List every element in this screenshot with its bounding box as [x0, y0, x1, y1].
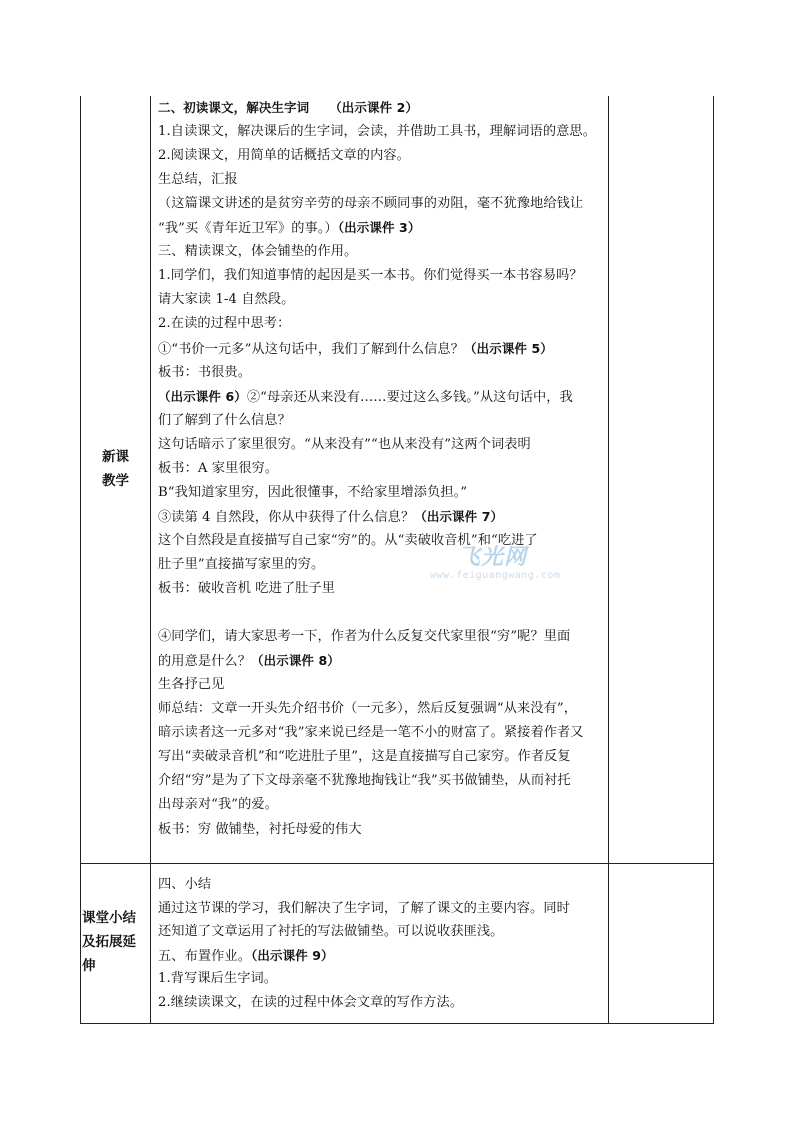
- line-text: 2.在读的过程中思考：: [158, 316, 291, 332]
- courseware-ref: （出示课件 2）: [329, 100, 419, 115]
- text-line: [158, 509, 503, 526]
- line-text: 这句话暗示了家里很穷。“从来没有”“也从来没有”这两个词表明: [158, 436, 531, 452]
- line-text: 2.继续读课文，在读的过程中体会文章的写作方法。: [158, 995, 464, 1010]
- watermark: [430, 540, 561, 590]
- line-text: 板书：穷 做铺垫，衬托母爱的伟大: [158, 821, 362, 837]
- text-line: [158, 901, 570, 917]
- line-text: 介绍“穷”是为了下文母亲毫不犹豫地掏钱让“我”买书做铺垫，从而衬托: [158, 773, 571, 789]
- text-line: [158, 822, 362, 838]
- line-text: 请大家读 1-4 自然段。: [158, 292, 295, 308]
- line-text: 2.阅读课文，用简单的话概括文章的内容。: [158, 148, 410, 164]
- line-text: 板书：A 家里很穷。: [158, 460, 279, 476]
- text-line: [158, 677, 224, 693]
- text-line: [158, 172, 238, 188]
- line-text: 1.背写课后生字词。: [158, 971, 278, 987]
- line-text: 板书：破收音机 吃进了肚子里: [158, 581, 336, 596]
- line-text: 1.自读课文，解决课后的生字词，会读，并借助工具书，理解词语的意思。: [158, 124, 596, 140]
- row-label-teaching: [102, 445, 129, 493]
- line-text: 还知道了文章运用了衬托的写法做铺垫。可以说收获匪浅。: [158, 924, 504, 940]
- row-label-line: 课堂小结: [82, 910, 136, 926]
- text-line: [158, 220, 420, 237]
- table-border-right: [713, 96, 714, 1024]
- text-line: [158, 389, 573, 406]
- text-line: [158, 948, 334, 965]
- row-label-summary: [82, 906, 136, 978]
- text-line: [158, 316, 290, 332]
- text-line: [158, 701, 577, 717]
- text-line: [158, 581, 335, 597]
- line-text: 三、精读课文，体会铺垫的作用。: [158, 244, 358, 260]
- row-label-line: 教学: [102, 473, 129, 489]
- line-text: 板书：书很贵。: [158, 364, 252, 380]
- courseware-ref: （出示课件 9）: [251, 947, 334, 963]
- text-line: [158, 629, 570, 645]
- row-divider: [80, 863, 714, 864]
- courseware-ref: （出示课件 3）: [337, 220, 421, 236]
- row-label-line: 及拓展延: [82, 934, 136, 950]
- text-line: [158, 148, 410, 164]
- table-border-left: [80, 96, 81, 1024]
- line-text: ①“书价一元多”从这句话中，我们了解到什么信息？: [158, 341, 465, 357]
- text-line: [158, 413, 291, 429]
- text-line: [158, 365, 251, 381]
- line-text: 们了解到了什么信息？: [158, 412, 291, 428]
- column-divider-2: [608, 96, 609, 1024]
- line-text: 的用意是什么？: [158, 654, 252, 670]
- text-line: [158, 196, 583, 212]
- text-line: [158, 725, 584, 741]
- line-text: 五、布置作业。: [158, 948, 252, 964]
- line-text: ④同学们，请大家思考一下，作者为什么反复交代家里很“穷”呢？里面: [158, 629, 571, 645]
- text-line: [158, 971, 277, 987]
- line-text: 肚子里”直接描写家里的穷。: [158, 556, 325, 572]
- line-text: 通过这节课的学习，我们解决了生字词，了解了课文的主要内容。同时: [158, 900, 570, 916]
- courseware-ref: （出示课件 5）: [464, 340, 553, 356]
- watermark-brand: 飞光网: [458, 545, 528, 570]
- text-line: [158, 653, 340, 670]
- line-text: B“我知道家里穷，因此很懂事，不给家里增添负担。”: [158, 484, 468, 500]
- row-label-line: 新课: [102, 449, 129, 465]
- column-divider-1: [150, 96, 151, 1024]
- text-line: [158, 485, 467, 501]
- line-text: ②“母亲还从来没有……要过这么多钱。”从这句话中，我: [246, 389, 573, 405]
- text-line: [158, 100, 418, 117]
- text-line: [158, 461, 278, 477]
- line-text: 暗示读者这一元多对“我”家来说已经是一笔不小的财富了。紧接着作者又: [158, 725, 584, 741]
- line-text: 生各抒己见: [158, 677, 225, 693]
- text-line: [158, 924, 503, 940]
- line-text: 出母亲对“我”的爱。: [158, 797, 278, 813]
- line-text: ③读第 4 自然段，你从中获得了什么信息？: [158, 509, 415, 525]
- line-text: 生总结，汇报: [158, 172, 238, 188]
- text-line: [158, 341, 553, 358]
- line-text: 这个自然段是直接描写自己家“穷”的。从“卖破收音机”和“吃进了: [158, 532, 538, 548]
- courseware-ref: （出示课件 8）: [251, 653, 340, 669]
- text-line: [158, 437, 531, 453]
- text-line: [158, 877, 211, 893]
- courseware-ref: （出示课件 6）: [158, 388, 247, 404]
- text-line: [158, 292, 294, 308]
- line-text: 四、小结: [158, 877, 212, 892]
- text-line: [158, 557, 324, 573]
- line-text: “我”买《青年近卫军》的事。）: [158, 221, 338, 237]
- line-text: 二、初读课文，解决生字词: [158, 100, 310, 115]
- text-line: [158, 773, 571, 789]
- watermark-url: www.feiguangwang.com: [430, 570, 561, 581]
- table-border-bottom: [80, 1023, 714, 1024]
- row-label-line: 伸: [82, 958, 96, 974]
- text-line: [158, 995, 463, 1011]
- text-line: [158, 749, 571, 765]
- text-line: [158, 244, 357, 260]
- line-text: 写出“卖破录音机”和“吃进肚子里”，这是直接描写自己家穷。作者反复: [158, 749, 571, 765]
- text-line: [158, 797, 278, 813]
- line-text: 1.同学们，我们知道事情的起因是买一本书。你们觉得买一本书容易吗？: [158, 268, 583, 284]
- courseware-ref: （出示课件 7）: [414, 508, 504, 524]
- text-line: [158, 268, 583, 284]
- line-text: 师总结：文章一开头先介绍书价（一元多），然后反复强调“从来没有”，: [158, 701, 577, 717]
- text-line: [158, 124, 596, 140]
- line-text: （这篇课文讲述的是贫穷辛劳的母亲不顾同事的劝阻，毫不犹豫地给钱让: [158, 196, 584, 212]
